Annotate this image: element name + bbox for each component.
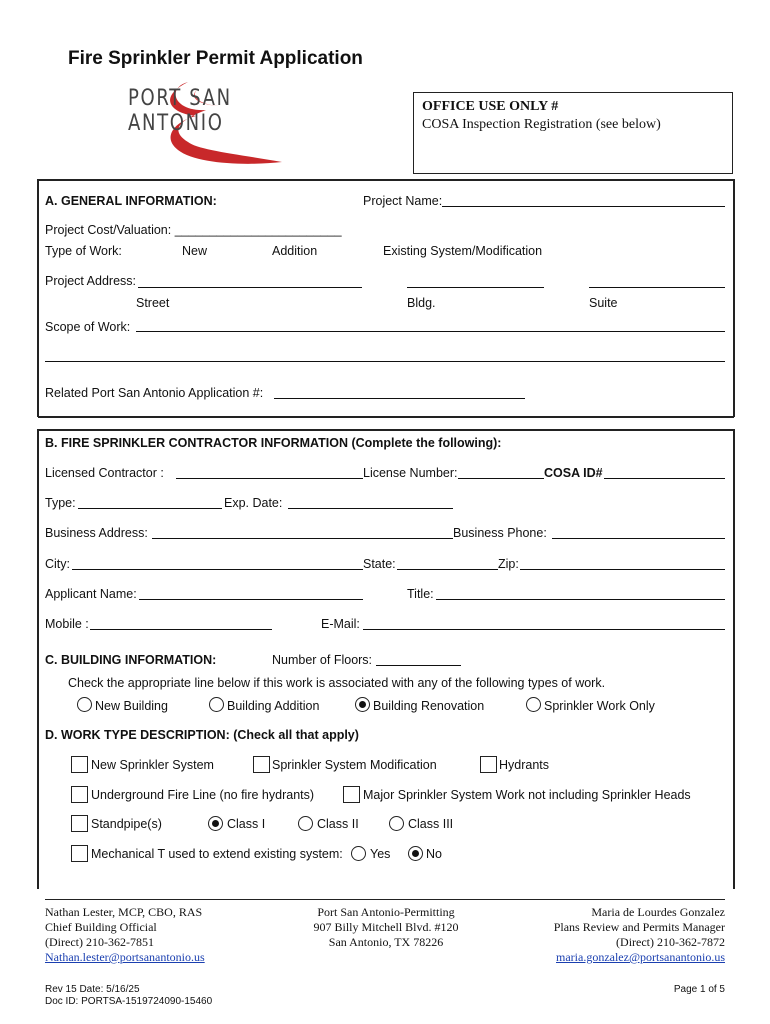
type-existing-option[interactable]: Existing System/Modification xyxy=(383,244,543,258)
footer-center-city: San Antonio, TX 78226 xyxy=(328,935,444,949)
license-number-label: License Number: xyxy=(363,466,458,480)
page-number: Page 1 of 5 xyxy=(673,984,725,995)
page-title: Fire Sprinkler Permit Application xyxy=(68,48,363,69)
mechanical-no-label: No xyxy=(426,847,442,861)
footer-right-email-link[interactable]: maria.gonzalez@portsanantonio.us xyxy=(556,950,725,964)
footer-right-phone: (Direct) 210-362-7872 xyxy=(616,935,725,949)
class-3-label: Class III xyxy=(408,817,454,831)
title-label: Title: xyxy=(407,587,434,601)
type-new-option[interactable]: New xyxy=(182,244,208,258)
suite-field[interactable] xyxy=(589,287,725,288)
exp-date-label: Exp. Date: xyxy=(224,496,283,510)
cosa-registration-label: COSA Inspection Registration (see below) xyxy=(422,117,661,132)
cosa-id-label: COSA ID# xyxy=(544,466,603,480)
footer-left-phone: (Direct) 210-362-7851 xyxy=(45,935,154,949)
class-2-radio[interactable] xyxy=(298,816,313,831)
zip-label: Zip: xyxy=(498,557,519,571)
class-1-label: Class I xyxy=(227,817,266,831)
license-number-field[interactable] xyxy=(458,478,544,479)
underground-checkbox[interactable] xyxy=(71,786,88,803)
type-field[interactable] xyxy=(78,508,222,509)
city-field[interactable] xyxy=(72,569,363,570)
office-use-label: OFFICE USE ONLY # xyxy=(422,99,559,114)
sprinkler-work-only-radio[interactable] xyxy=(526,697,541,712)
state-label: State: xyxy=(363,557,396,571)
footer-right xyxy=(505,905,725,965)
business-phone-label: Business Phone: xyxy=(453,526,547,540)
title-field[interactable] xyxy=(436,599,725,600)
modification-checkbox[interactable] xyxy=(253,756,270,773)
applicant-name-field[interactable] xyxy=(139,599,363,600)
footer-right-title: Plans Review and Permits Manager xyxy=(553,920,725,934)
related-application-label: Related Port San Antonio Application #: xyxy=(45,386,264,400)
section-a-heading: A. GENERAL INFORMATION: xyxy=(45,194,217,208)
doc-id: Doc ID: PORTSA-1519724090-15460 xyxy=(45,996,213,1007)
revision-date: Rev 15 Date: 5/16/25 xyxy=(45,984,140,995)
class-3-radio[interactable] xyxy=(389,816,404,831)
mechanical-yes-label: Yes xyxy=(370,847,391,861)
applicant-name-label: Applicant Name: xyxy=(45,587,137,601)
standpipe-label: Standpipe(s) xyxy=(91,817,162,831)
project-name-label: Project Name: xyxy=(363,194,443,208)
state-field[interactable] xyxy=(397,569,498,570)
new-sprinkler-label: New Sprinkler System xyxy=(91,758,214,772)
street-label: Street xyxy=(136,296,170,310)
building-addition-label: Building Addition xyxy=(227,699,320,713)
mechanical-yes-radio[interactable] xyxy=(351,846,366,861)
floors-label: Number of Floors: xyxy=(272,653,373,667)
port-san-antonio-logo xyxy=(126,80,326,166)
section-b-heading: B. FIRE SPRINKLER CONTRACTOR INFORMATION (Complete the following): xyxy=(45,436,502,450)
bldg-label: Bldg. xyxy=(407,296,436,310)
exp-date-field[interactable] xyxy=(288,508,453,509)
mechanical-label: Mechanical T used to extend existing system: xyxy=(91,847,343,861)
sprinkler-work-only-label: Sprinkler Work Only xyxy=(544,699,655,713)
business-phone-field[interactable] xyxy=(552,538,725,539)
floors-field[interactable] xyxy=(376,665,461,666)
building-instruction: Check the appropriate line below if this work is associated with any of the following types of work. xyxy=(68,676,606,690)
scope-of-work-label: Scope of Work: xyxy=(45,320,131,334)
footer-divider xyxy=(45,899,725,900)
scope-of-work-field-2[interactable] xyxy=(45,361,725,362)
new-building-radio[interactable] xyxy=(77,697,92,712)
scope-of-work-field[interactable] xyxy=(136,331,725,332)
section-c-heading: C. BUILDING INFORMATION: xyxy=(45,653,217,667)
class-1-radio[interactable] xyxy=(208,816,223,831)
footer-left xyxy=(45,905,205,965)
city-label: City: xyxy=(45,557,70,571)
business-address-field[interactable] xyxy=(152,538,453,539)
email-label: E-Mail: xyxy=(321,617,360,631)
underground-label: Underground Fire Line (no fire hydrants) xyxy=(91,788,315,802)
modification-label: Sprinkler System Modification xyxy=(272,758,437,772)
class-2-label: Class II xyxy=(317,817,359,831)
mobile-label: Mobile : xyxy=(45,617,89,631)
new-sprinkler-checkbox[interactable] xyxy=(71,756,88,773)
street-field[interactable] xyxy=(138,287,362,288)
type-of-work-label: Type of Work: xyxy=(45,244,122,258)
office-use-box xyxy=(413,92,733,174)
licensed-contractor-label: Licensed Contractor : xyxy=(45,466,164,480)
footer-left-name: Nathan Lester, MCP, CBO, RAS xyxy=(45,905,203,919)
suite-label: Suite xyxy=(589,296,618,310)
building-addition-radio[interactable] xyxy=(209,697,224,712)
project-name-field[interactable] xyxy=(442,206,725,207)
project-cost-label: Project Cost/Valuation: ________________________ xyxy=(45,223,342,237)
footer-left-title: Chief Building Official xyxy=(45,920,157,934)
major-work-checkbox[interactable] xyxy=(343,786,360,803)
footer-center-org: Port San Antonio-Permitting xyxy=(317,905,455,919)
footer-left-email-link[interactable]: Nathan.lester@portsanantonio.us xyxy=(45,950,205,964)
type-label: Type: xyxy=(45,496,76,510)
business-address-label: Business Address: xyxy=(45,526,148,540)
email-field[interactable] xyxy=(363,629,725,630)
cosa-id-field[interactable] xyxy=(604,478,725,479)
mobile-field[interactable] xyxy=(90,629,272,630)
bldg-field[interactable] xyxy=(407,287,544,288)
mechanical-no-radio[interactable] xyxy=(408,846,423,861)
section-d-heading: D. WORK TYPE DESCRIPTION: (Check all that apply) xyxy=(45,728,359,742)
type-addition-option[interactable]: Addition xyxy=(272,244,318,258)
zip-field[interactable] xyxy=(520,569,725,570)
mechanical-checkbox[interactable] xyxy=(71,845,88,862)
building-renovation-label: Building Renovation xyxy=(373,699,485,713)
new-building-label: New Building xyxy=(95,699,168,713)
related-application-field[interactable] xyxy=(274,398,525,399)
major-work-label: Major Sprinkler System Work not including Sprinkler Heads xyxy=(363,788,691,802)
footer-center-address: 907 Billy Mitchell Blvd. #120 xyxy=(313,920,459,934)
hydrants-label: Hydrants xyxy=(499,758,550,772)
footer-center xyxy=(300,905,472,950)
hydrants-checkbox[interactable] xyxy=(480,756,497,773)
project-address-label: Project Address: xyxy=(45,274,137,288)
logo-text: PORT SAN ANTONIO xyxy=(128,86,232,136)
building-renovation-radio[interactable] xyxy=(355,697,370,712)
footer-right-name: Maria de Lourdes Gonzalez xyxy=(591,905,725,919)
standpipe-checkbox[interactable] xyxy=(71,815,88,832)
licensed-contractor-field[interactable] xyxy=(176,478,363,479)
